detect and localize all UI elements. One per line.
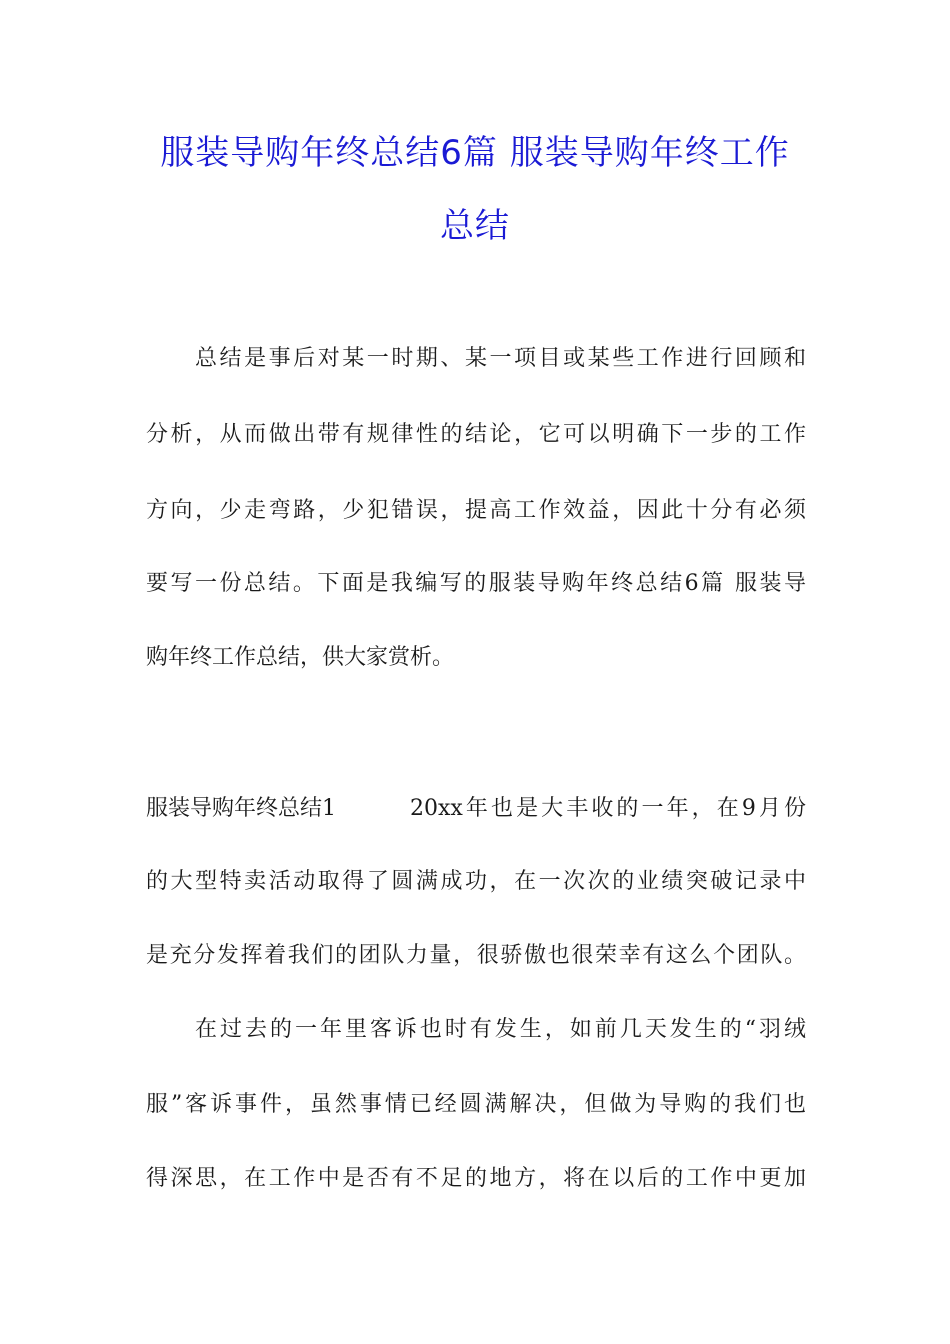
section1-line-1: 20xx年也是大丰收的一年，在9月份 bbox=[410, 796, 806, 821]
intro-line-1: 总结是事后对某一时期、某一项目或某些工作进行回顾和 bbox=[195, 346, 806, 371]
paragraph2-line-1: 在过去的一年里客诉也时有发生，如前几天发生的“羽绒 bbox=[195, 1017, 806, 1042]
section1-heading: 服装导购年终总结1 bbox=[146, 796, 336, 821]
paragraph2-line-2: 服”客诉事件，虽然事情已经圆满解决，但做为导购的我们也 bbox=[146, 1092, 806, 1117]
intro-line-4: 要写一份总结。下面是我编写的服装导购年终总结6篇 服装导 bbox=[146, 571, 806, 596]
section1-line-2: 的大型特卖活动取得了圆满成功，在一次次的业绩突破记录中 bbox=[146, 869, 806, 894]
document-title-line-2: 总结 bbox=[440, 206, 510, 246]
intro-line-2: 分析，从而做出带有规律性的结论，它可以明确下一步的工作 bbox=[146, 422, 806, 447]
intro-line-3: 方向，少走弯路，少犯错误，提高工作效益，因此十分有必须 bbox=[146, 498, 806, 523]
section1-line-3: 是充分发挥着我们的团队力量，很骄傲也很荣幸有这么个团队。 bbox=[146, 943, 806, 968]
intro-line-5: 购年终工作总结，供大家赏析。 bbox=[146, 645, 455, 670]
document-title-line-1: 服装导购年终总结6篇 服装导购年终工作 bbox=[160, 133, 790, 173]
paragraph2-line-3: 得深思，在工作中是否有不足的地方，将在以后的工作中更加 bbox=[146, 1166, 806, 1191]
